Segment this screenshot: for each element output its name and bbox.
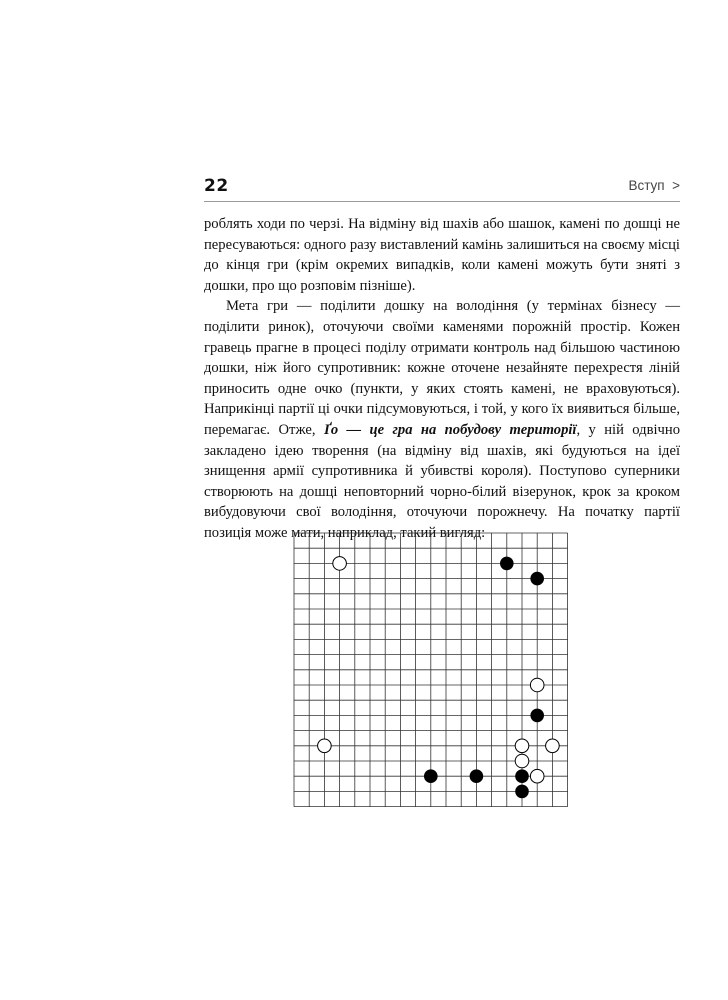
page-header <box>204 176 680 198</box>
black-stone <box>530 709 544 723</box>
black-stone <box>530 572 544 586</box>
paragraph-2-end: , у ній одвічно закладено ідею творення (на відміну від шахів, які будуються на ідеї знищення армії супротивника й убивстві короля). Поступово суперники створюють на дошці неповторний чорно-білий візерунок, крок за кроком вибудовуючи свої володіння, оточуючи порожнечу. На початку партії позиція може мати, наприклад, такий вигляд: <box>204 421 680 541</box>
black-stone <box>515 785 529 799</box>
paragraph-1: роблять ходи по черзі. На відміну від шахів або шашок, камені по дошці не пересуваються: одного разу виставлений камінь залишиться на своєму місці до кінця гри (крім окремих випадків, коли камені можуть бути зняті з дошки, про що розповім пізніше). <box>204 216 680 294</box>
white-stone <box>318 739 332 753</box>
black-stone <box>470 769 484 783</box>
white-stone <box>333 557 347 571</box>
paragraph-2-start: Мета гри — поділити дошку на володіння (у термінах бізнесу — поділити ринок), оточуючи своїми каменями порожній простір. Кожен гравець прагне в процесі поділу отримати контроль над більшою частиною дошки, ніж його супротивник: кожне оточене незайняте перехрестя ліній приносить одне очко (пункти, у яких стоять камені, не враховуються). Наприкінці партії ці очки підсумовуються, і той, у кого їх виявиться більше, перемагає. Отже, <box>204 298 680 438</box>
white-stone <box>546 739 560 753</box>
page-number: 22 <box>204 176 229 196</box>
white-stone <box>530 769 544 783</box>
go-board-figure <box>293 532 569 808</box>
white-stone <box>515 739 529 753</box>
black-stone <box>515 769 529 783</box>
paragraph-2 <box>204 296 680 543</box>
emphasis-phrase: Ґо — це гра на побудову території <box>323 421 577 438</box>
chevron-right-icon: > <box>672 178 680 193</box>
main-text <box>204 214 680 544</box>
go-board <box>293 532 569 808</box>
black-stone <box>424 769 438 783</box>
header-divider <box>204 201 680 202</box>
white-stone <box>515 754 529 768</box>
white-stone <box>530 678 544 692</box>
section-title-text: Вступ <box>628 178 665 193</box>
section-title <box>628 178 680 193</box>
black-stone <box>500 557 514 571</box>
